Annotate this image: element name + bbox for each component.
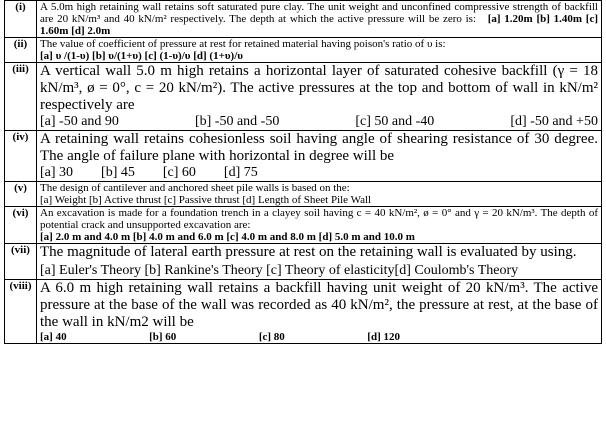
question-table (4, 0, 602, 344)
question-row (5, 1, 602, 38)
option-d: [d] 75 (223, 165, 258, 180)
question-stem: A vertical wall 5.0 m high retains a horizontal layer of saturated cohesive backfill (γ = 18 kN/m³, ø = 0°, c = 20 kN/m²). The active pressures at the top and bottom of wall in kN/m² respectively are (40, 63, 598, 113)
question-options: [a] υ /(1-υ) [b] υ/(1+υ) [c] (1-υ)/υ [d] (1+υ)/υ (40, 50, 243, 62)
option-b: [b] -50 and -50 (194, 114, 280, 129)
option-c: [c] 50 and -40 (355, 114, 435, 129)
question-options: [a] 1.20m [b] 1.40m [c] 1.60m [d] 2.0m (40, 13, 598, 37)
question-stem: A 6.0 m high retaining wall retains a backfill having unit weight of 20 kN/m³. The active pressure at the base of the wall was recorded as 40 kN/m², the pressure at rest, at the base of the wall in kN/m2 will be (40, 280, 598, 330)
option-d: [d] 120 (367, 331, 400, 343)
option-a: [a] -50 and 90 (40, 114, 119, 129)
question-sheet (4, 0, 602, 344)
question-options: [a] Euler's Theory [b] Rankine's Theory [c] Theory of elasticity[d] Coulomb's Theory (40, 263, 519, 278)
question-options: [a] 2.0 m and 4.0 m [b] 4.0 m and 6.0 m [c] 4.0 m and 8.0 m [d] 5.0 m and 10.0 m (40, 231, 415, 243)
option-a: [a] 40 (40, 331, 67, 343)
question-options: [a] Weight [b] Active thrust [c] Passive thrust [d] Length of Sheet Pile Wall (40, 194, 372, 206)
question-row (5, 244, 602, 280)
question-stem: A retaining wall retains cohesionless soil having angle of shearing resistance of 30 degree. The angle of failure plane with horizontal in degree will be (40, 131, 598, 164)
question-body (37, 182, 602, 207)
question-options (40, 165, 598, 181)
question-options (40, 331, 400, 343)
question-body (37, 280, 602, 344)
option-a: [a] 30 (40, 165, 74, 180)
question-options (40, 114, 598, 130)
question-body (37, 63, 602, 131)
question-stem: The value of coefficient of pressure at rest for retained material having poison's ratio of υ is: (40, 38, 446, 50)
question-body (37, 131, 602, 182)
question-row (5, 38, 602, 63)
question-row (5, 63, 602, 131)
question-row (5, 280, 602, 344)
question-number: (vi) (5, 207, 37, 244)
option-b: [b] 45 (101, 165, 135, 180)
option-d: [d] -50 and +50 (510, 114, 598, 129)
question-body (37, 38, 602, 63)
question-stem: The magnitude of lateral earth pressure at rest on the retaining wall is evaluated by using. (40, 244, 577, 260)
question-number: (viii) (5, 280, 37, 344)
question-body (37, 1, 602, 38)
question-stem: An excavation is made for a foundation trench in a clayey soil having c = 40 kN/m², ø = 0° and γ = 20 kN/m³. The depth of potential crack and unsupported excavation are: (40, 207, 598, 231)
question-stem: A 5.0m high retaining wall retains soft saturated pure clay. The unit weight and unconfined compressive strength of backfill are 20 kN/m³ and 40 kN/m² respectively. The depth at which the active pressure will be zero is: (40, 1, 598, 25)
question-row (5, 182, 602, 207)
question-body (37, 207, 602, 244)
option-b: [b] 60 (149, 331, 177, 343)
question-row (5, 207, 602, 244)
option-c: [c] 60 (162, 165, 196, 180)
question-number: (iv) (5, 131, 37, 182)
question-number: (ii) (5, 38, 37, 63)
question-row (5, 131, 602, 182)
question-number: (iii) (5, 63, 37, 131)
question-number: (i) (5, 1, 37, 38)
question-number: (v) (5, 182, 37, 207)
question-stem: The design of cantilever and anchored sheet pile walls is based on the: (40, 182, 350, 194)
question-number: (vii) (5, 244, 37, 280)
question-body (37, 244, 602, 280)
option-c: [c] 80 (258, 331, 285, 343)
